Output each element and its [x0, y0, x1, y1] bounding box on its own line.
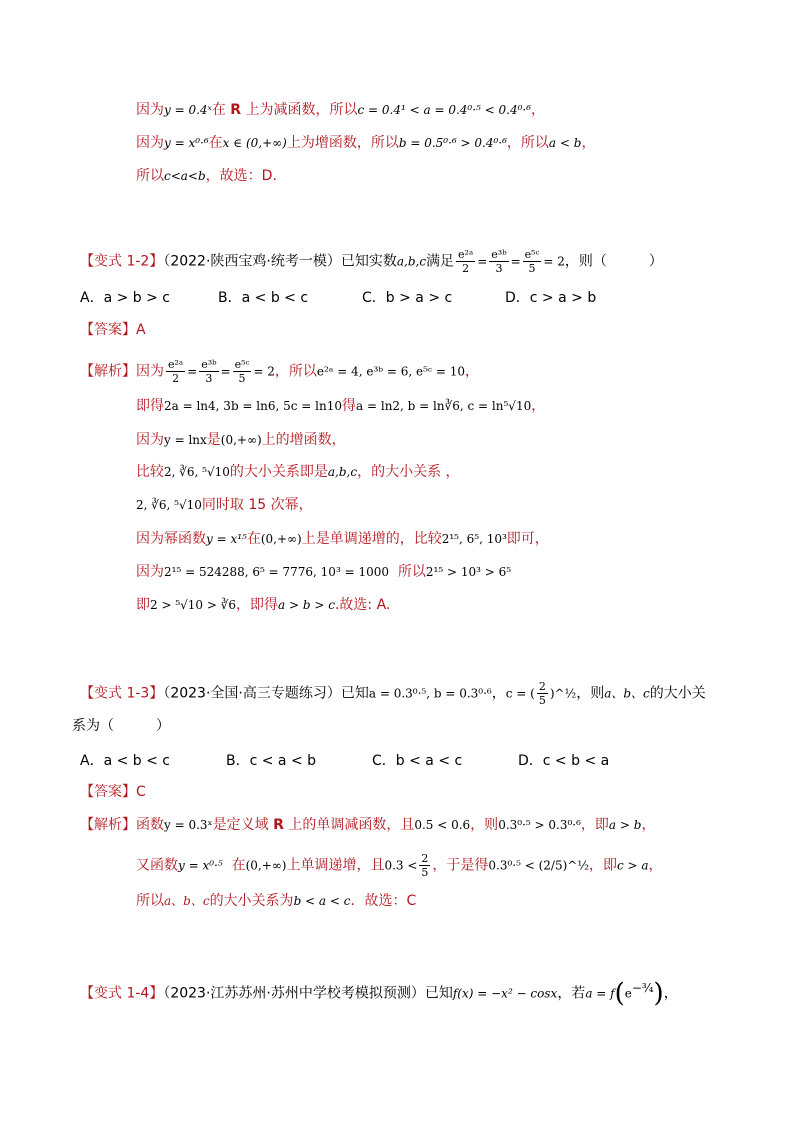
- numerator: e⁵ᶜ: [234, 358, 250, 371]
- question-tag: 【变式 1-2】: [80, 253, 164, 270]
- option-text: D．c < b < a: [518, 753, 610, 769]
- answer-1-2: [80, 320, 146, 340]
- text: 上的单调减函数，且: [288, 817, 415, 833]
- text: 是: [206, 432, 221, 448]
- text: 所以: [136, 893, 164, 909]
- text: 得: [342, 398, 357, 414]
- fraction: [523, 248, 542, 275]
- math: x ∈ (0,+∞): [222, 136, 287, 150]
- text: ，若: [557, 985, 586, 1002]
- text: ，即: [588, 857, 617, 874]
- option-c: [372, 750, 462, 770]
- text: 上的增函数，: [261, 432, 346, 448]
- answer-tag: 【答案】: [80, 784, 136, 800]
- math: a,b,c: [396, 254, 427, 269]
- text: 即: [136, 597, 150, 613]
- text: 因为: [136, 564, 164, 580]
- math: (0,+∞): [245, 858, 287, 873]
- text: ，: [531, 398, 546, 414]
- math: c > a: [616, 858, 649, 873]
- text: 在: [208, 135, 223, 151]
- math: 0.3 <: [384, 858, 418, 873]
- question-tag: 【变式 1-3】: [80, 685, 164, 702]
- answer-tag: 【答案】: [80, 322, 136, 338]
- text: 所以: [136, 168, 164, 184]
- option-text: A．a > b > c: [80, 290, 171, 306]
- option-text: D．c > a > b: [505, 290, 597, 306]
- math: 0.5 < 0.6: [414, 818, 471, 832]
- math: a,b,c: [327, 465, 358, 479]
- math: a > b > c: [278, 598, 335, 612]
- answer-value: C: [136, 784, 146, 800]
- text: ，: [648, 857, 663, 874]
- text: 是定义域: [212, 817, 269, 833]
- text: ，: [531, 102, 546, 118]
- explanation-1-3-line-1: [80, 815, 655, 835]
- math: 2 > ⁵√10 > ∛6: [150, 598, 237, 612]
- text: ，即: [580, 817, 609, 833]
- denominator: 2: [172, 372, 180, 385]
- text: ．故选：C: [350, 893, 417, 909]
- text: ，故选：D.: [205, 168, 277, 184]
- text: .故选: A.: [334, 597, 391, 613]
- explanation-1-2-line-2: [136, 396, 545, 416]
- text: 在: [246, 531, 261, 547]
- fraction: [419, 852, 430, 879]
- bold-r: R: [230, 102, 242, 118]
- text: 上是单调递增的，比较: [301, 531, 442, 547]
- math: y = 0.3ˣ: [164, 818, 213, 832]
- text: 在: [211, 102, 226, 118]
- text: 系为（ ）: [72, 718, 170, 734]
- math: c = 0.4¹ < a = 0.4⁰·⁵ < 0.4⁰·⁶: [357, 103, 532, 117]
- option-text: C．b < a < c: [372, 753, 463, 769]
- explanation-1-2-line-7: [136, 562, 511, 582]
- numerator: e²ᵃ: [458, 248, 474, 261]
- option-c: [362, 287, 452, 307]
- math: a < b: [548, 136, 582, 150]
- text: 又函数: [136, 857, 178, 874]
- math: e: [624, 986, 632, 1001]
- text: ，所以: [506, 135, 549, 151]
- denominator: 5: [538, 694, 546, 707]
- math: a = ln2, b = ln∛6, c = ln⁵√10: [356, 399, 532, 413]
- fraction: [456, 248, 475, 275]
- text: ，: [641, 817, 656, 833]
- math: = 2: [253, 364, 275, 379]
- fraction: [233, 358, 252, 385]
- text: ，所以: [274, 363, 317, 380]
- text: ，则（ ）: [564, 253, 663, 270]
- math: f(x) = −x² − cosx: [452, 986, 558, 1001]
- text: 所以: [397, 564, 426, 580]
- math: 2¹⁵ > 10³ > 6⁵: [425, 565, 512, 579]
- math: b < a < c: [293, 894, 351, 908]
- text: 的大小关系即是: [229, 464, 328, 480]
- explanation-1-2-line-1: 【解析】因为 $\frac{\text{e²ᵃ}}{2}$ = $\frac{\text{e³ᵇ}}{3}$ = $\frac{\text{e⁵ᶜ}}{5}$ = 2，所以e²ᵃ = 4, e³ᵇ = 6, e⁵ᶜ = 10，: [80, 358, 480, 385]
- answer-value: A: [136, 322, 146, 338]
- math: c<a<b: [164, 169, 206, 183]
- text: ，: [581, 135, 596, 151]
- explanation-1-2-line-3: [136, 430, 346, 450]
- option-a: [80, 287, 170, 307]
- math: (0,+∞): [260, 532, 302, 546]
- numerator: e³ᵇ: [491, 248, 507, 261]
- math: a、b、c: [604, 686, 650, 701]
- bold-r: R: [273, 817, 284, 833]
- math: = 2: [543, 254, 565, 269]
- question-1-3-stem-2: [72, 716, 170, 736]
- explanation-tag: 【解析】: [80, 363, 136, 380]
- explanation-1-3-line-2: [136, 852, 663, 879]
- option-a: [80, 750, 170, 770]
- denominator: 5: [421, 866, 429, 879]
- answer-1-3: [80, 782, 146, 802]
- text: 上为增函数，所以: [286, 135, 399, 151]
- math: 0.3⁰·⁵ < (2/5)^½: [488, 858, 589, 873]
- text: ，则: [470, 817, 499, 833]
- text: 即得: [136, 398, 164, 414]
- numerator: e³ᵇ: [201, 358, 217, 371]
- math: 2¹⁵, 6⁵, 10³: [441, 532, 507, 546]
- option-text: B．a < b < c: [218, 290, 309, 306]
- exponent: −¾: [631, 981, 654, 995]
- math: y = x⁰·⁵: [178, 858, 223, 873]
- question-1-2-stem: 【变式 1-2】（2022·陕西宝鸡·统考一模）已知实数a,b,c满足 $\frac{\text{e²ᵃ}}{2}$ = $\frac{\text{e³ᵇ}}{3}$ = $\frac{\text{e⁵ᶜ}}{5}$ = 2，则（ ）: [80, 248, 663, 275]
- text: 因为: [136, 135, 164, 151]
- math: y = x⁰·⁶: [164, 136, 209, 150]
- text: ，即得: [236, 597, 279, 613]
- text: 的大小关: [649, 685, 706, 702]
- fraction: [166, 358, 185, 385]
- math: a > b: [608, 818, 642, 832]
- option-text: C．b > a > c: [362, 290, 453, 306]
- option-text: A．a < b < c: [80, 753, 171, 769]
- text: 上单调递增，且: [286, 857, 385, 874]
- text: 因为: [136, 363, 164, 380]
- text: （2022·陕西宝鸡·统考一模）已知实数: [163, 253, 397, 270]
- numerator: e²ᵃ: [168, 358, 184, 371]
- text: （2023·全国·高三专题练习）已知: [163, 685, 369, 702]
- explanation-1-2-line-8: [136, 595, 390, 615]
- math: c = (: [505, 686, 535, 701]
- numerator: 2: [421, 852, 429, 865]
- question-1-4-stem: 【变式 1-4】（2023·江苏苏州·苏州中学校考模拟预测）已知f(x) = −x² − cosx，若$a = f(e^{-\frac{3}{4}})$，: [80, 978, 678, 1009]
- denominator: 3: [495, 262, 503, 275]
- math: e²ᵃ = 4, e³ᵇ = 6, e⁵ᶜ = 10: [316, 364, 466, 379]
- math: (0,+∞): [220, 433, 262, 447]
- text: ，: [465, 363, 480, 380]
- fraction: [537, 680, 548, 707]
- text: 因为: [136, 102, 164, 118]
- text: ，的大小关系 ，: [357, 464, 460, 480]
- denominator: 2: [462, 262, 470, 275]
- text: 在: [231, 857, 246, 874]
- numerator: 2: [538, 680, 546, 693]
- explanation-1-3-line-3: [136, 891, 416, 911]
- fraction: [489, 248, 508, 275]
- text: 函数: [136, 817, 164, 833]
- text: ，: [663, 985, 678, 1002]
- text: 比较: [136, 464, 164, 480]
- math: )^½: [549, 686, 577, 701]
- text: 因为幂函数: [136, 531, 206, 547]
- denominator: 5: [238, 372, 246, 385]
- explanation-1-2-line-6: [136, 529, 549, 549]
- question-1-3-stem: [80, 680, 706, 707]
- text: 即可，: [506, 531, 549, 547]
- denominator: 5: [528, 262, 536, 275]
- math: y = lnx: [164, 433, 207, 447]
- math: a = 0.3⁰·⁵, b = 0.3⁰·⁶: [368, 686, 492, 701]
- solution-line-3: [136, 166, 277, 186]
- option-text: B．c < a < b: [226, 753, 317, 769]
- math: 2, ∛6, ⁵√10: [136, 498, 202, 512]
- explanation-1-2-line-5: [136, 495, 313, 515]
- math: 0.3⁰·⁵ > 0.3⁰·⁶: [498, 818, 581, 832]
- math: a、b、c: [164, 894, 210, 908]
- option-b: [218, 287, 308, 307]
- text: 的大小关系为: [209, 893, 294, 909]
- text: 满足: [426, 253, 455, 270]
- denominator: 3: [205, 372, 213, 385]
- text: 上为减函数，所以: [245, 102, 358, 118]
- math: y = 0.4ˣ: [164, 103, 212, 117]
- text: （2023·江苏苏州·苏州中学校考模拟预测）已知: [163, 985, 453, 1002]
- text: ，: [491, 685, 506, 702]
- explanation-1-2-line-4: [136, 462, 460, 482]
- math: a = f: [585, 986, 615, 1001]
- option-d: [518, 750, 609, 770]
- math: 2, ∛6, ⁵√10: [164, 465, 230, 479]
- option-b: [226, 750, 316, 770]
- solution-line-1: [136, 100, 545, 120]
- explanation-tag: 【解析】: [80, 817, 136, 833]
- numerator: e⁵ᶜ: [524, 248, 540, 261]
- option-d: [505, 287, 596, 307]
- math: 2¹⁵ = 524288, 6⁵ = 7776, 10³ = 1000: [164, 565, 389, 579]
- math: b = 0.5⁰·⁶ > 0.4⁰·⁶: [398, 136, 507, 150]
- solution-line-2: [136, 133, 595, 153]
- text: 同时取 15 次幂，: [201, 497, 313, 513]
- text: 因为: [136, 432, 164, 448]
- question-tag: 【变式 1-4】: [80, 985, 164, 1002]
- fraction: [199, 358, 218, 385]
- text: ，则: [576, 685, 605, 702]
- text: ，于是得: [432, 857, 489, 874]
- math: 2a = ln4, 3b = ln6, 5c = ln10: [164, 399, 343, 413]
- math: y = x¹⁵: [206, 532, 247, 546]
